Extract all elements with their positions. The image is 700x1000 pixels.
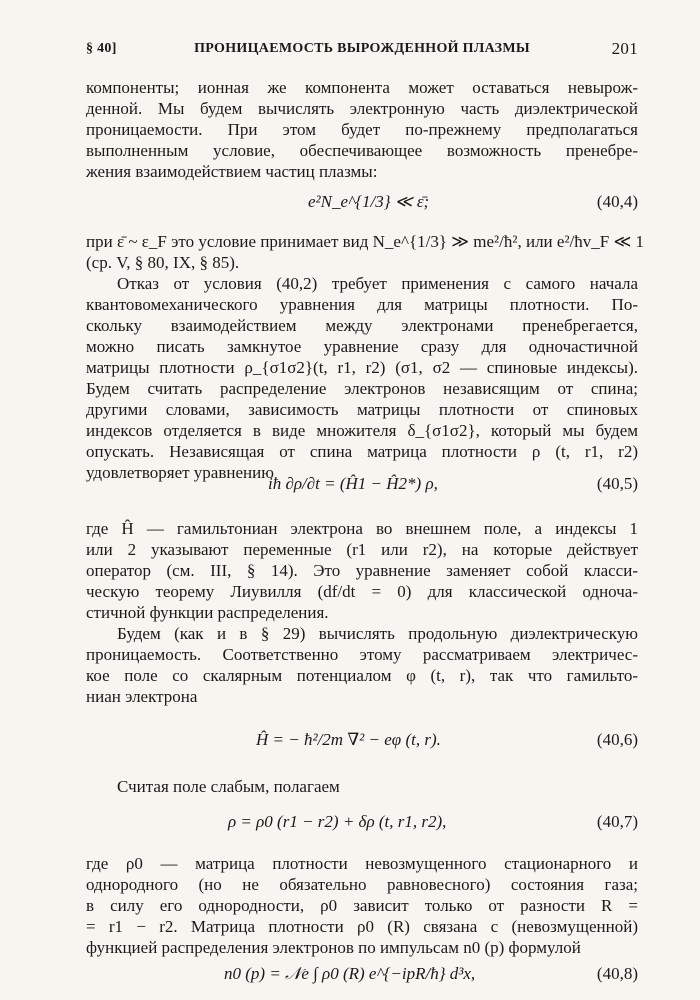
text-line: в силу его однородности, ρ0 зависит только от разности R = (86, 896, 638, 915)
equation-number: (40,4) (596, 192, 638, 211)
text-line: кое поле со скалярным потенциалом φ (t, r), так что гамильто- (86, 666, 638, 685)
text-line: = r1 − r2. Матрица плотности ρ0 (R) связана с (невозмущенной) (86, 917, 638, 936)
text-line: где ρ0 — матрица плотности невозмущенного стационарного и (86, 854, 638, 873)
text-line: квантовомеханического уравнения для матрицы плотности. По- (86, 295, 638, 314)
text-line: денной. Мы будем вычислять электронную часть диэлектрической (86, 99, 638, 118)
equation-40-4: e²N_e^{1/3} ≪ ε̄; (308, 192, 430, 211)
equation-number: (40,5) (596, 474, 638, 493)
equation-40-7: ρ = ρ0 (r1 − r2) + δρ (t, r1, r2), (228, 812, 447, 831)
equation-number: (40,8) (596, 964, 638, 983)
text-line: жения взаимодействием частиц плазмы: (86, 162, 378, 181)
text-line: Отказ от условия (40,2) требует применения с самого начала (117, 274, 638, 293)
page-number: 201 (611, 39, 638, 58)
equation-40-5: iħ ∂ρ/∂t = (Ĥ1 − Ĥ2*) ρ, (268, 474, 438, 493)
text-line: удовлетворяет уравнению (86, 463, 274, 482)
equation-40-6: Ĥ = − ħ²/2m ∇² − eφ (t, r). (256, 730, 441, 749)
text-line: опускать. Независящая от спина матрица плотности ρ (t, r1, r2) (86, 442, 638, 461)
text-line: при ε̄ ~ ε_F это условие принимает вид N_e^{1/3} ≫ me²/ħ², или e²/ħv_F ≪ 1 (86, 232, 645, 251)
text-line: Будем считать распределение электронов независящим от спина; (86, 379, 638, 398)
text-line: однородного (но не обязательно равновесного) состояния газа; (86, 875, 638, 894)
text-line: Считая поле слабым, полагаем (117, 777, 340, 796)
text-line: функцией распределения электронов по импульсам n0 (p) формулой (86, 938, 581, 957)
text-line: скольку взаимодействием между электронами пренебрегается, (86, 316, 638, 335)
text-line: можно писать замкнутое уравнение сразу для одночастичной (86, 337, 638, 356)
text-line: компоненты; ионная же компонента может оставаться невырож- (86, 78, 638, 97)
text-line: где Ĥ — гамильтониан электрона во внешнем поле, а индексы 1 (86, 519, 638, 538)
equation-number: (40,6) (596, 730, 638, 749)
text-line: ческую теорему Лиувилля (df/dt = 0) для классической одноча- (86, 582, 638, 601)
text-line: или 2 указывают переменные (r1 или r2), на которые действует (86, 540, 638, 559)
running-title: ПРОНИЦАЕМОСТЬ ВЫРОЖДЕННОЙ ПЛАЗМЫ (194, 41, 530, 56)
text-line: выполненным условие, обеспечивающее возможность пренебре- (86, 141, 638, 160)
text-line: проницаемость. Соответственно этому рассматриваем электричес- (86, 645, 638, 664)
text-line: (ср. V, § 80, IX, § 85). (86, 253, 240, 272)
section-marker: § 40] (86, 41, 117, 56)
text-line: проницаемости. При этом будет по-прежнему предполагаться (86, 120, 638, 139)
running-header (86, 41, 638, 63)
text-line: индексов отделяется в виде множителя δ_{σ1σ2}, который мы будем (86, 421, 638, 440)
text-line: матрицы плотности ρ_{σ1σ2}(t, r1, r2) (σ1, σ2 — спиновые индексы). (86, 358, 638, 377)
equation-40-8: n0 (p) = 𝒩e ∫ ρ0 (R) e^{−ipR/ħ} d³x, (224, 964, 476, 983)
text-line: оператор (см. III, § 14). Это уравнение заменяет собой класси- (86, 561, 638, 580)
text-line: другими словами, зависимость матрицы плотности от спиновых (86, 400, 638, 419)
text-line: Будем (как и в § 29) вычислять продольную диэлектрическую (117, 624, 638, 643)
text-line: стичной функции распределения. (86, 603, 329, 622)
equation-number: (40,7) (596, 812, 638, 831)
text-line: ниан электрона (86, 687, 198, 706)
